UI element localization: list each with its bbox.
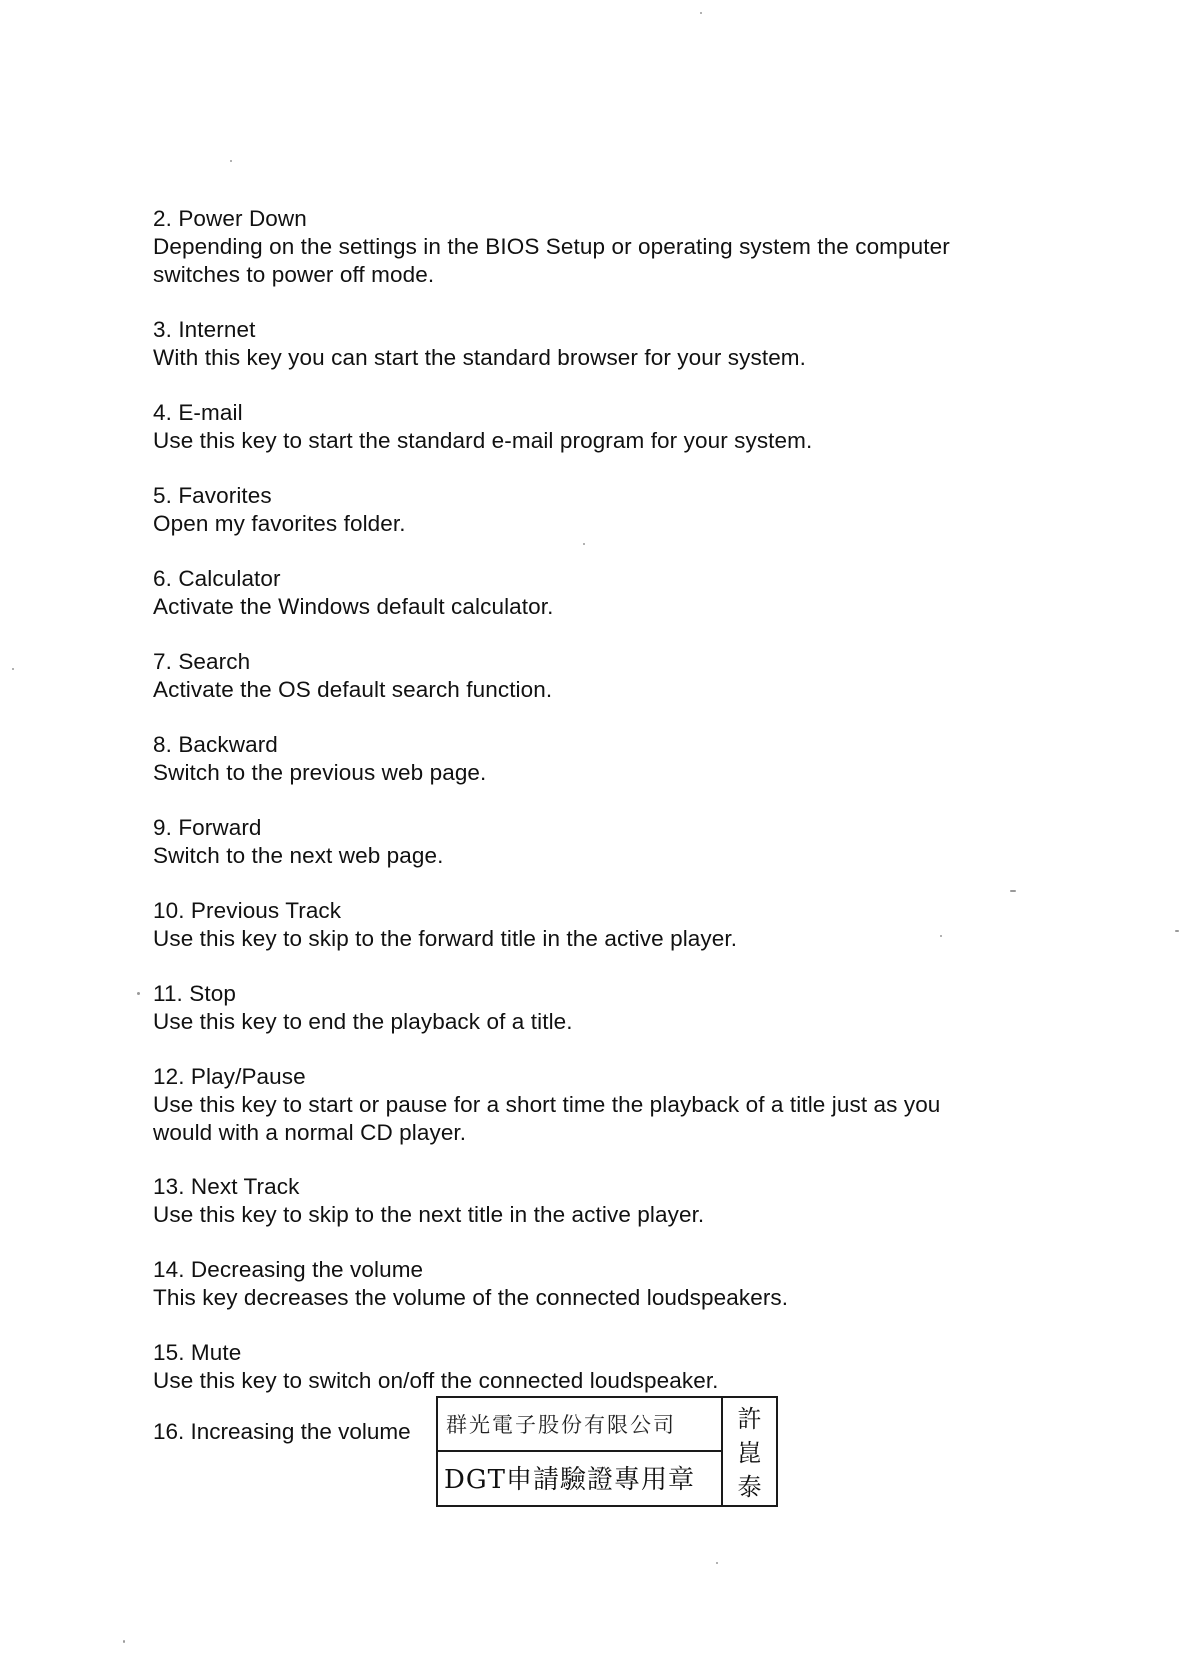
entry-heading: 4. E-mail — [153, 400, 243, 425]
entry-email — [153, 399, 1033, 455]
entry-description: Open my favorites folder. — [153, 511, 406, 536]
entry-heading: 13. Next Track — [153, 1174, 300, 1199]
entry-heading: 12. Play/Pause — [153, 1064, 306, 1089]
entry-description: Activate the OS default search function. — [153, 677, 553, 702]
entry-stop — [153, 980, 1033, 1036]
stamp-signatory-name: 許 崑 泰 — [737, 1405, 762, 1501]
entry-heading: 5. Favorites — [153, 483, 272, 508]
entry-description: Activate the Windows default calculator. — [153, 594, 554, 619]
entry-internet — [153, 316, 1033, 372]
entry-heading: 11. Stop — [153, 981, 236, 1006]
entry-description: Use this key to switch on/off the connected loudspeaker. — [153, 1368, 719, 1393]
stamp-company-name: 群光電子股份有限公司 — [438, 1398, 721, 1452]
entry-description: Use this key to start or pause for a short time the playback of a title just as you would with a normal CD player. — [153, 1092, 941, 1145]
entry-increasing-volume: 16. Increasing the volume — [153, 1419, 411, 1444]
scan-speck — [583, 543, 585, 545]
entry-mute — [153, 1339, 1033, 1395]
entry-calculator — [153, 565, 1033, 621]
entry-heading: 15. Mute — [153, 1340, 242, 1365]
scan-speck — [1010, 890, 1016, 892]
entry-previous-track — [153, 897, 1033, 953]
entry-forward — [153, 814, 1033, 870]
scan-speck — [230, 160, 232, 162]
entry-search — [153, 648, 1033, 704]
entry-description: This key decreases the volume of the connected loudspeakers. — [153, 1285, 789, 1310]
entry-description: Switch to the next web page. — [153, 843, 444, 868]
entry-heading: 9. Forward — [153, 815, 262, 840]
scan-speck — [716, 1562, 718, 1564]
scan-speck — [137, 992, 140, 995]
scan-speck — [1175, 930, 1179, 932]
entry-heading: 6. Calculator — [153, 566, 281, 591]
entry-heading: 2. Power Down — [153, 206, 307, 231]
entry-heading: 7. Search — [153, 649, 251, 674]
entry-description: Use this key to start the standard e-mail program for your system. — [153, 428, 813, 453]
entry-heading: 8. Backward — [153, 732, 278, 757]
scan-speck — [940, 935, 942, 937]
entry-decreasing-volume — [153, 1256, 1033, 1312]
entry-favorites — [153, 482, 1033, 538]
entry-heading: 3. Internet — [153, 317, 256, 342]
entry-description: Use this key to skip to the forward title in the active player. — [153, 926, 738, 951]
entry-description: With this key you can start the standard browser for your system. — [153, 345, 807, 370]
scan-speck — [700, 12, 702, 14]
scan-speck — [12, 668, 14, 670]
entry-next-track — [153, 1173, 1033, 1229]
stamp-verification-text: DGT申請驗證專用章 — [444, 1465, 695, 1495]
stamp-main-column — [438, 1398, 723, 1505]
entry-power-down — [153, 205, 1033, 289]
entry-play-pause — [153, 1063, 1033, 1147]
entry-description: Use this key to end the playback of a title. — [153, 1009, 573, 1034]
entry-heading: 14. Decreasing the volume — [153, 1257, 424, 1282]
entry-backward — [153, 731, 1033, 787]
scan-speck — [123, 1640, 125, 1643]
company-stamp — [436, 1396, 778, 1507]
entry-description: Use this key to skip to the next title in the active player. — [153, 1202, 705, 1227]
entry-description: Switch to the previous web page. — [153, 760, 487, 785]
entry-heading: 10. Previous Track — [153, 898, 342, 923]
entry-description: Depending on the settings in the BIOS Setup or operating system the computer switches to power off mode. — [153, 234, 950, 287]
